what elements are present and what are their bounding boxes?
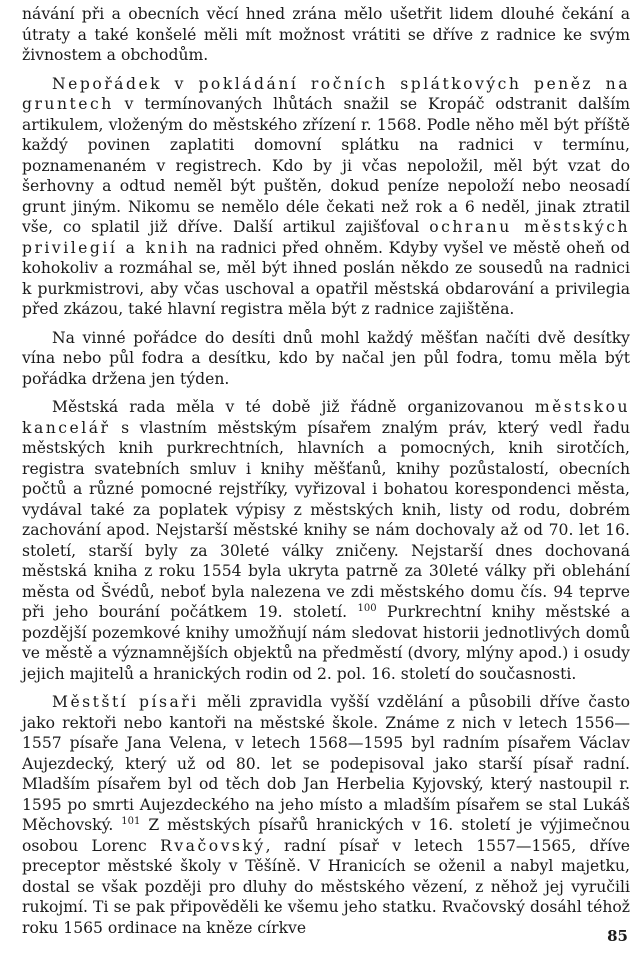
text-run: na radnici před ohněm. Kdyby vyšel ve městě oheň od kohokoliv a rozmáhal se, měl být ihned poslán někdo ze sousedů na radnici k purkmistrovi, aby včas uschoval a opatřil městská obdarování a privilegia před zkázou, také hlavní registra měla být z radnice zajištěna.: [22, 238, 630, 318]
paragraph: [22, 692, 630, 938]
emphasized-text: Městští písaři: [52, 693, 199, 711]
paragraph: [22, 328, 630, 390]
text-run: Purkrechtní knihy městské a pozdější pozemkové knihy umožňují nám sledovat historii jednotlivých domů ve městě a významnějších objektů na předměstí (dvory, mlýny apod.) i osudy jejich majitelů a hranických rodin od 2. pol. 16. století do současnosti.: [22, 603, 630, 683]
emphasized-text: městskou kancelář: [22, 398, 630, 437]
emphasized-text: Nepořádek v pokládání ročních splátkových peněz na gruntech: [22, 74, 630, 113]
page-number: 85: [607, 927, 628, 945]
emphasized-text: ochranu městských privilegií a knih: [22, 218, 630, 257]
paragraph: [22, 4, 630, 66]
text-run: měli zpravidla vyšší vzdělání a působili dříve často jako rektoři nebo kantoři na městské škole. Známe z nich v letech 1556—1557 písaře Jana Velena, v letech 1568—1595 byl radním písařem Václav Aujezdecký, který už od 80. let se podepisoval jako starší písař radní. Mladším písařem byl od těch dob Jan Herbelia Kyjovský, který nastoupil r. 1595 po smrti Aujezdeckého na jeho místo a mladším písařem se stal Lukáš Měchovský.: [22, 693, 630, 834]
emphasized-text: Rvačovský: [160, 836, 266, 855]
paragraph: [22, 397, 630, 684]
text-column: [22, 4, 630, 946]
text-run: Z městských písařů hranických v 16. století je výjimečnou osobou Lorenc: [22, 816, 630, 855]
text-run: s vlastním městským písařem znalým práv, který vedl řadu městských knih purkrechtních, hlavních a pomocných, knih sirotčích, registra svatebních smluv i knihy měšťanů, knihy pozůstalostí, obecních počtů a různé pomocné rejstříky, vyřizoval i bohatou korespondenci města, vydával také za poplatek výpisy z městských knih, listy od rodu, dobrém zachování apod. Nejstarší městské knihy se nám dochovaly až od 70. let 16. století, starší byly za 30leté války zničeny. Nejstarší dnes dochovaná městská kniha z roku 1554 byla ukryta patrně za 30leté války při oblehání města od Švédů, neboť byla nalezena ve zdi městského domu čís. 94 teprve při jeho bourání počátkem 19. století.: [22, 418, 630, 621]
text-run: Na vinné pořádce do desíti dnů mohl každý měšťan načíti dvě desítky vína nebo půl fodra a desítku, kdo by načal jen půl fodra, tomu měla být pořádka držena jen týden.: [22, 328, 630, 388]
footnote-marker: 100: [357, 603, 377, 614]
text-run: Městská rada měla v té době již řádně organizovanou: [52, 398, 535, 416]
footnote-marker: 101: [121, 816, 141, 827]
paragraph: [22, 74, 630, 320]
text-run: návání při a obecních věcí hned zrána mělo ušetřit lidem dlouhé čekání a útraty a také konšelé měli mít možnost vrátiti se dříve z radnice ke svým živnostem a obchodům.: [22, 5, 630, 64]
text-run: , radní písař v letech 1557—1565, dříve preceptor městské školy v Těšíně. V Hranicích se oženil a nabyl majetku, dostal se však později pro dluhy do městského vězení, z něhož jej vyručili rukojmí. Ti se pak připověděli ke všemu jeho statku. Rvačovský dosáhl téhož roku 1565 ordinace na kněze církve: [22, 836, 630, 937]
text-run: v termínovaných lhůtách snažil se Kropáč odstranit dalším artikulem, vloženým do městského zřízení r. 1568. Podle něho měl být příště každý povinen zaplatiti domovní splátku na radnici v termínu, poznamenaném v registrech. Kdo by ji včas nepoložil, měl být vzat do šerhovny a odtud neměl být puštěn, dokud peníze nepoloží nebo neosadí grunt jiným. Nikomu se nemělo déle čekati než rok a 6 neděl, jinak ztratil vše, co splatil již dříve. Další artikul zajišťoval: [22, 95, 630, 236]
